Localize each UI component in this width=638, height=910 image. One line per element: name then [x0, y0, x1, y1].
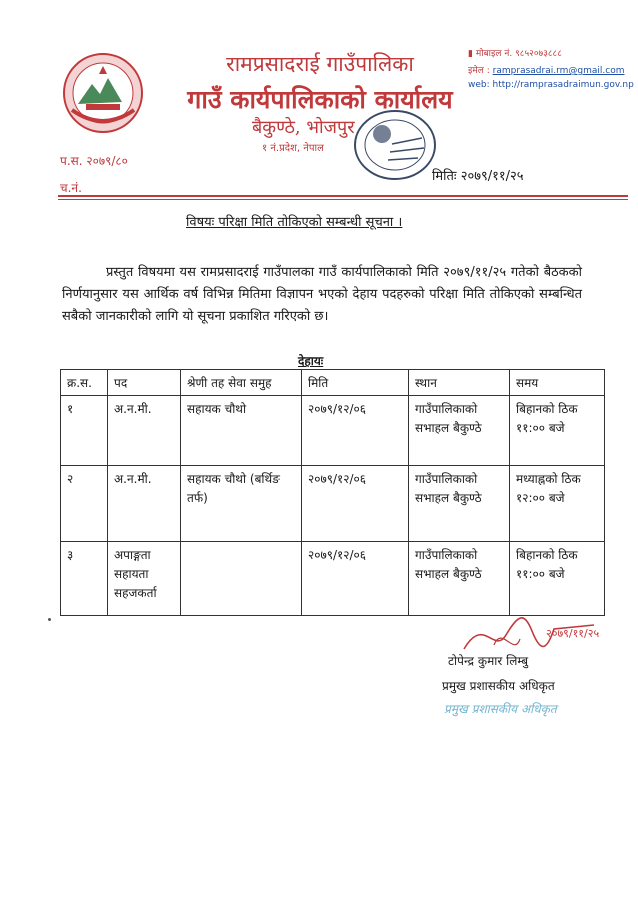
subject-line: विषयः परिक्षा मिति तोकिएको सम्बन्धी सूचना ।	[186, 215, 403, 230]
office-name: गाउँ कार्यपालिकाको कार्यालय	[187, 85, 453, 114]
cell-time: मध्याह्नको ठिक १२:०० बजे	[510, 466, 605, 542]
mobile-number: ▮ मोबाइल नं. ९८५२०७३८८८	[468, 49, 562, 59]
cell-post: अपाङ्गता सहायता सहजकर्ता	[108, 542, 181, 616]
officer-title: प्रमुख प्रशासकीय अधिकृत	[442, 679, 555, 693]
col-time: समय	[510, 370, 605, 396]
cell-post: अ.न.मी.	[108, 396, 181, 466]
table-row	[61, 466, 605, 542]
col-place: स्थान	[409, 370, 510, 396]
phone-icon: ▮	[468, 49, 473, 59]
header-divider	[58, 195, 628, 197]
contact-block	[468, 46, 636, 94]
table-header-row	[61, 370, 605, 396]
web-link[interactable]: web: http://ramprasadraimun.gov.np	[468, 80, 634, 90]
cell-date: २०७९/१२/०६	[302, 396, 409, 466]
cell-date: २०७९/१२/०६	[302, 542, 409, 616]
col-post: पद	[108, 370, 181, 396]
exam-schedule-table	[60, 369, 605, 616]
table-row	[61, 396, 605, 466]
office-address: बैकुण्ठे, भोजपुर	[252, 117, 355, 138]
notice-body: प्रस्तुत विषयमा यस रामप्रसादराई गाउँपालका गाउँ कार्यपालिकाको मिति २०७९/११/२५ गतेको बैठकको निर्णयानुसार यस आर्थिक वर्ष विभिन्न मितिमा विज्ञापन भएको देहाय पदहरुको परिक्षा मिति तोकिएको सम्बन्धित सबैको जानकारीको लागि यो सूचना प्रकाशित गरिएको छ।	[62, 265, 582, 324]
cell-place: गाउँपालिकाको सभाहल बैकुण्ठे	[409, 396, 510, 466]
col-date: मिति	[302, 370, 409, 396]
table-heading: देहायः	[298, 354, 324, 368]
cell-place: गाउँपालिकाको सभाहल बैकुण्ठे	[409, 542, 510, 616]
email-line: इमेल : ramprasadrai.rm@gmail.com	[468, 66, 625, 76]
cell-time: बिहानको ठिक ११:०० बजे	[510, 396, 605, 466]
cell-sn: २	[61, 466, 108, 542]
fiscal-year-ref: प.स. २०७९/८०	[60, 154, 128, 168]
province-line: १ नं.प्रदेश, नेपाल	[262, 143, 324, 154]
cell-level	[181, 542, 302, 616]
page-mark	[48, 618, 51, 621]
col-sn: क्र.स.	[61, 370, 108, 396]
cell-post: अ.न.मी.	[108, 466, 181, 542]
nepal-emblem-icon	[62, 52, 144, 134]
cell-level: सहायक चौथो	[181, 396, 302, 466]
municipality-name: रामप्रसादराई गाउँपालिका	[226, 52, 414, 76]
letter-date: मितिः २०७९/११/२५	[432, 169, 524, 184]
office-stamp-icon	[352, 108, 438, 182]
header-divider-thin	[58, 199, 628, 200]
cell-date: २०७९/१२/०६	[302, 466, 409, 542]
cell-place: गाउँपालिकाको सभाहल बैकुण्ठे	[409, 466, 510, 542]
email-link[interactable]: ramprasadrai.rm@gmail.com	[492, 66, 625, 76]
cell-level: सहायक चौथो (बर्थिङ तर्फ)	[181, 466, 302, 542]
letter-number: च.नं.	[60, 181, 82, 195]
cell-time: बिहानको ठिक ११:०० बजे	[510, 542, 605, 616]
officer-name: टोपेन्द्र कुमार लिम्बु	[448, 654, 529, 668]
col-level: श्रेणी तह सेवा समुह	[181, 370, 302, 396]
signature-date: २०७९/११/२५	[546, 627, 600, 640]
title-stamp: प्रमुख प्रशासकीय अधिकृत	[444, 702, 557, 716]
cell-sn: १	[61, 396, 108, 466]
cell-sn: ३	[61, 542, 108, 616]
